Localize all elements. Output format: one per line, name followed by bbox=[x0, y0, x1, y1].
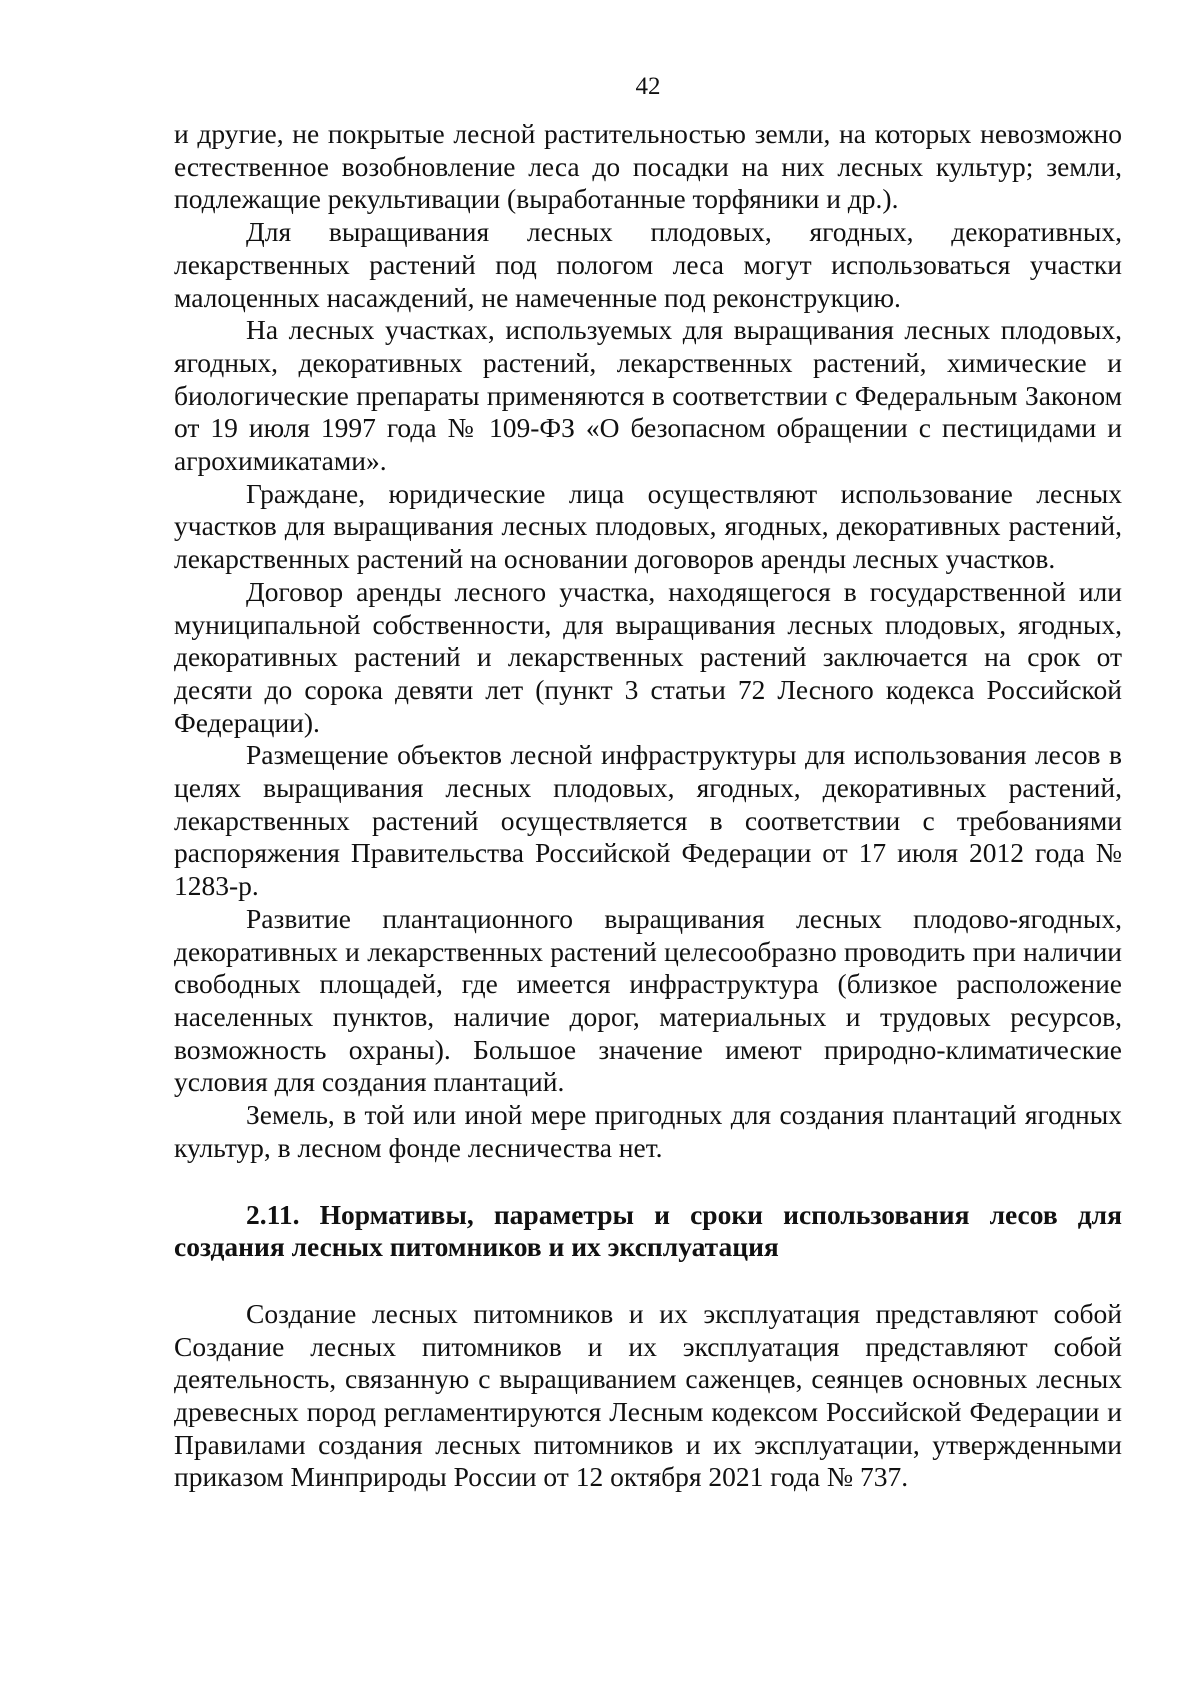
paragraph: Размещение объектов лесной инфраструктуры для использования лесов в целях выращивания лесных плодовых, ягодных, декоративных растений, лекарственных растений осуществляется в соответствии с требованиями распоряжения Правительства Российской Федерации от 17 июля 2012 года № 1283-р. bbox=[174, 739, 1122, 902]
paragraph: и другие, не покрытые лесной растительностью земли, на которых невозможно естественное возобновление леса до посадки на них лесных культур; земли, подлежащие рекультивации (выработанные торфяники и др.). bbox=[174, 118, 1122, 215]
paragraph: На лесных участках, используемых для выращивания лесных плодовых, ягодных, декоративных растений, лекарственных растений, химические и биологические препараты применяются в соответствии с Федеральным Законом от 19 июля 1997 года № 109-ФЗ «О безопасном обращении с пестицидами и агрохимикатами». bbox=[174, 314, 1122, 477]
paragraph: Граждане, юридические лица осуществляют использование лесных участков для выращивания лесных плодовых, ягодных, декоративных растений, лекарственных растений на основании договоров аренды лесных участков. bbox=[174, 477, 1122, 575]
paragraph: Земель, в той или иной мере пригодных для создания плантаций ягодных культур, в лесном фонде лесничества нет. bbox=[174, 1099, 1122, 1163]
paragraph: Для выращивания лесных плодовых, ягодных, декоративных, лекарственных растений под пологом леса могут использоваться участки малоценных насаждений, не намеченные под реконструкцию. bbox=[174, 216, 1122, 313]
paragraph: Создание лесных питомников и их эксплуатация представляют собой Создание лесных питомников и их эксплуатация представляют собой деятельность, связанную с выращиванием саженцев, сеянцев основных лесных древесных пород регламентируются Лесным кодексом Российской Федерации и Правилами создания лесных питомников и их эксплуатации, утвержденными приказом Минприроды России от 12 октября 2021 года № 737. bbox=[174, 1297, 1122, 1493]
document-body bbox=[174, 118, 1122, 1494]
paragraph: Договор аренды лесного участка, находящегося в государственной или муниципальной собственности, для выращивания лесных плодовых, ягодных, декоративных растений и лекарственных растений заключается на срок от десяти до сорока девяти лет (пункт 3 статьи 72 Лесного кодекса Российской Федерации). bbox=[174, 575, 1122, 738]
page-number: 42 bbox=[635, 73, 661, 100]
paragraph: Развитие плантационного выращивания лесных плодово-ягодных, декоративных и лекарственных растений целесообразно проводить при наличии свободных площадей, где имеется инфраструктура (близкое расположение населенных пунктов, наличие дорог, материальных и трудовых ресурсов, возможность охраны). Большое значение имеют природно-климатические условия для создания плантаций. bbox=[174, 902, 1122, 1098]
section-heading: 2.11. Нормативы, параметры и сроки использования лесов для создания лесных питомников и их эксплуатация bbox=[174, 1198, 1122, 1263]
